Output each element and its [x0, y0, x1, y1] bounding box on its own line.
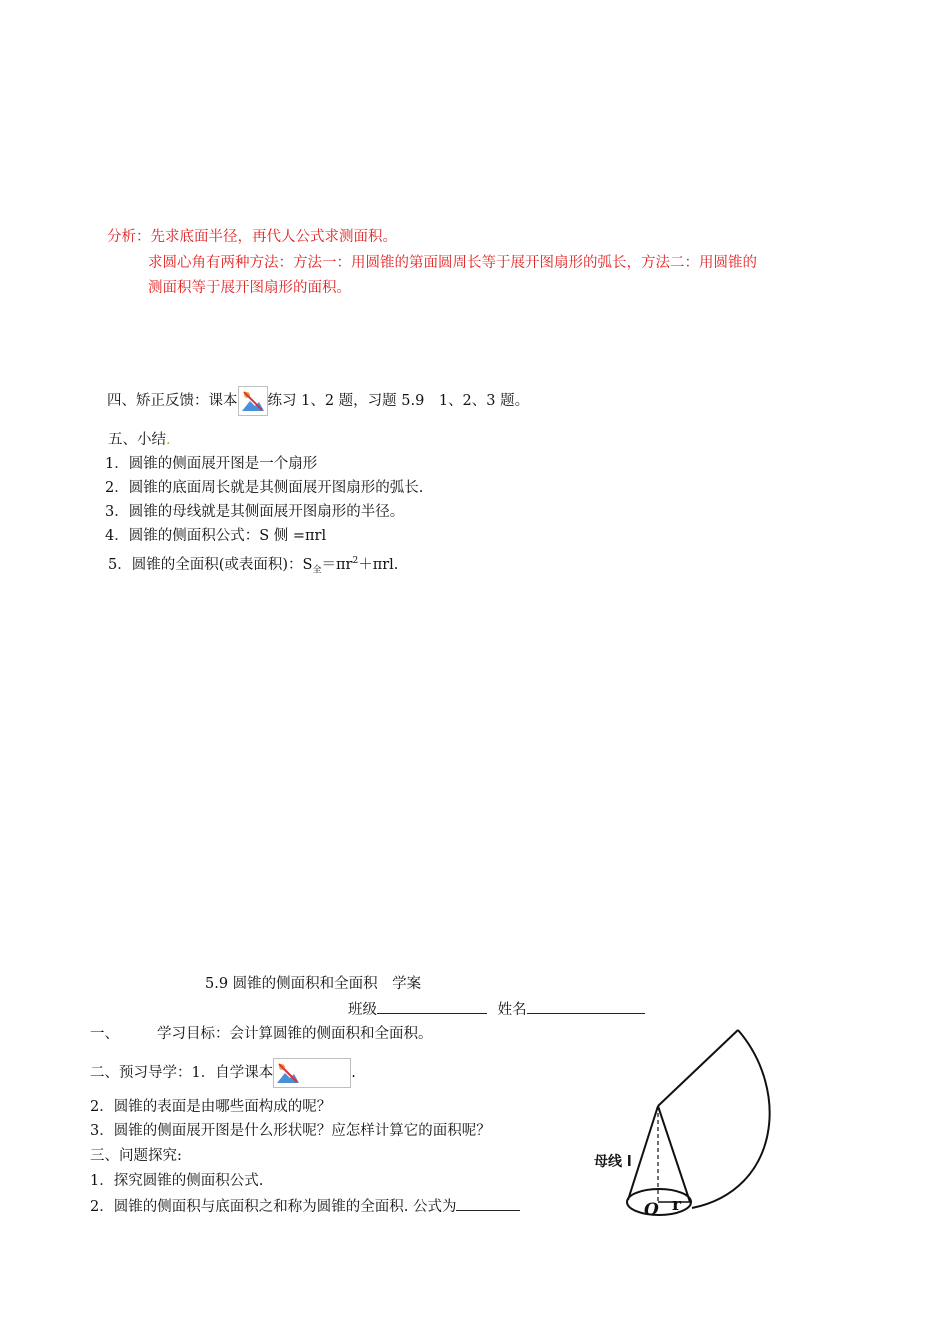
summary-item-3: 3．圆锥的母线就是其侧面展开图扇形的半径。 — [105, 504, 405, 520]
summary-heading-text: 五、小结 — [108, 432, 166, 448]
summary-item-1: 1．圆锥的侧面展开图是一个扇形 — [105, 456, 318, 472]
summary-item-5-sup: 2 — [352, 556, 359, 566]
cone-side-left — [628, 1106, 658, 1200]
radius-label: r — [672, 1195, 681, 1215]
section-4-line — [107, 386, 529, 416]
summary-item-5 — [108, 551, 398, 581]
goal-number: 一、 — [90, 1026, 119, 1042]
section-4-prefix: 四、矫正反馈：课本 — [107, 393, 238, 409]
summary-item-5-mid: ＝πr — [321, 556, 353, 573]
analysis-line-1: 分析：先求底面半径，再代人公式求测面积。 — [107, 229, 397, 245]
name-blank[interactable] — [527, 999, 645, 1014]
broken-image-icon — [238, 386, 268, 416]
center-label: O — [644, 1200, 659, 1220]
formula-blank[interactable] — [456, 1196, 520, 1211]
explore-item-2-text: 2．圆锥的侧面积与底面积之和称为圆锥的全面积. 公式为 — [90, 1199, 457, 1215]
analysis-line-2: 求圆心角有两种方法：方法一：用圆锥的第面圆周长等于展开图扇形的弧长，方法二：用圆锥的 — [148, 255, 757, 271]
summary-item-5-end: ＋πrl. — [358, 556, 399, 573]
summary-heading — [108, 430, 171, 450]
goal-text: 学习目标：会计算圆锥的侧面积和全面积。 — [157, 1026, 433, 1042]
sector-arc — [692, 1030, 770, 1208]
cone-side-right — [658, 1106, 690, 1202]
preview-suffix: . — [351, 1065, 356, 1081]
question-2: 2．圆锥的表面是由哪些面构成的呢？ — [90, 1099, 332, 1115]
explore-heading: 三、问题探究: — [90, 1148, 182, 1164]
explore-item-2 — [90, 1196, 520, 1217]
preview-line — [90, 1058, 356, 1088]
class-blank[interactable] — [377, 999, 487, 1014]
name-label: 姓名 — [497, 1002, 527, 1018]
summary-item-5-sub: 全 — [312, 565, 322, 576]
cone-figure — [580, 1020, 800, 1240]
section-4-suffix: 练习 1、2 题，习题 5.9 1、2、3 题。 — [267, 393, 530, 409]
summary-heading-dot: . — [166, 432, 171, 448]
slant-label: 母线 l — [594, 1154, 632, 1170]
summary-item-2: 2．圆锥的底面周长就是其侧面展开图扇形的弧长. — [105, 480, 424, 496]
summary-item-5-prefix: 5．圆锥的全面积(或表面积)：S — [108, 556, 313, 573]
broken-image-icon — [273, 1058, 351, 1088]
preview-prefix: 二、预习导学：1．自学课本 — [90, 1065, 274, 1081]
analysis-line-3: 测面积等于展开图扇形的面积。 — [148, 280, 351, 296]
worksheet-title: 5.9 圆锥的侧面积和全面积 学案 — [205, 976, 422, 992]
class-name-line — [348, 999, 645, 1020]
question-3: 3．圆锥的侧面展开图是什么形状呢？应怎样计算它的面积呢？ — [90, 1123, 491, 1139]
sector-radius-line — [658, 1030, 738, 1106]
class-label: 班级 — [348, 1002, 377, 1018]
summary-item-4: 4．圆锥的侧面积公式：S 侧 =πrl — [105, 528, 327, 544]
goal-line — [90, 1024, 433, 1044]
explore-item-1: 1．探究圆锥的侧面积公式. — [90, 1173, 264, 1189]
